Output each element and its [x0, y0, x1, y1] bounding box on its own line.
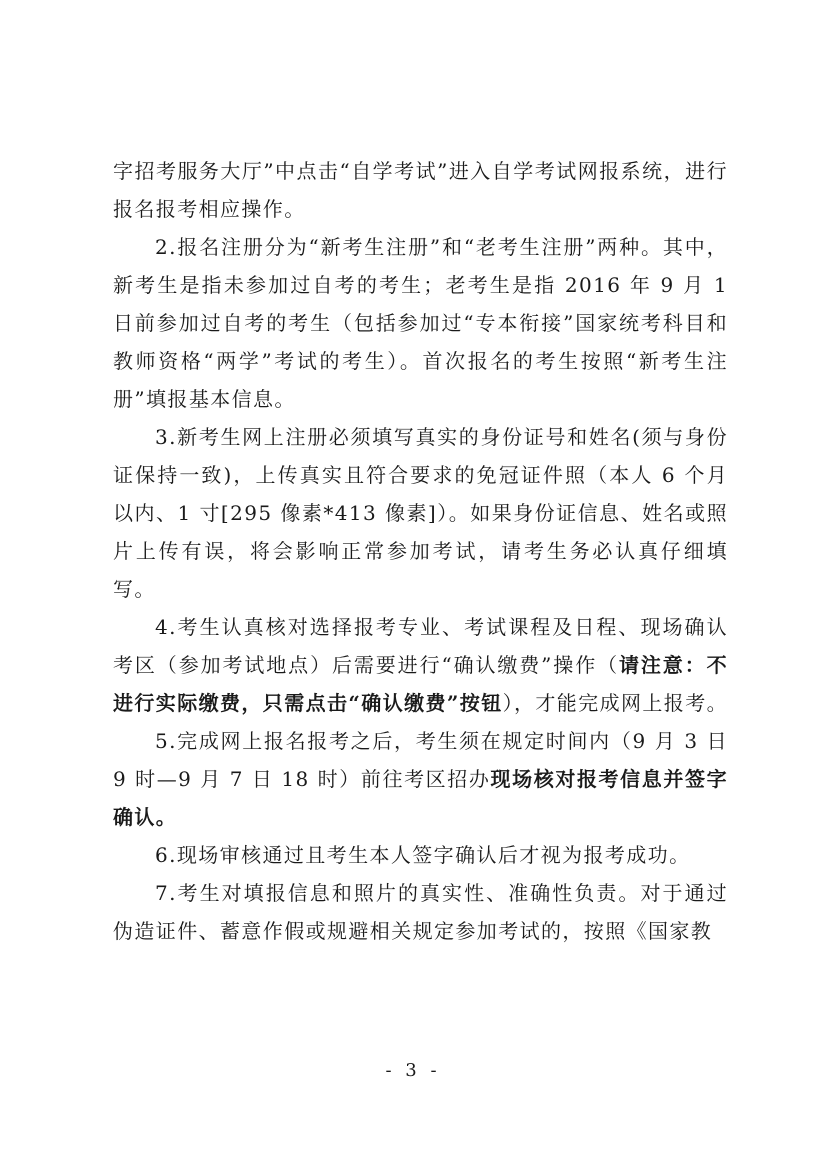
emphasized-text: 现场核对报考信息并签字确认。 [113, 767, 728, 829]
paragraph-text: 字招考服务大厅”中点击“自学考试”进入自学考试网报系统，进行报名报考相应操作。 [113, 159, 728, 221]
document-body [113, 152, 728, 950]
paragraph-text: ），才能完成网上报考。 [502, 691, 729, 715]
paragraph [113, 608, 728, 722]
paragraph-text: 5.完成网上报名报考之后，考生须在规定时间内（9 月 3 日 9 时—9 月 7 日 18 时）前往考区招办 [113, 729, 728, 791]
paragraph [113, 152, 728, 228]
emphasized-text: 请注意：不进行实际缴费，只需点击“确认缴费”按钮 [113, 653, 728, 715]
page-number: - 3 - [385, 1060, 441, 1081]
paragraph [113, 722, 728, 836]
paragraph [113, 874, 728, 950]
paragraph-text: 7.考生对填报信息和照片的真实性、准确性负责。对于通过伪造证件、蓄意作假或规避相关规定参加考试的，按照《国家教 [113, 881, 728, 943]
paragraph-text: 3.新考生网上注册必须填写真实的身份证号和姓名(须与身份证保持一致)，上传真实且符合要求的免冠证件照（本人 6 个月以内、1 寸[295 像素*413 像素]）。如果身份证信息、姓名或照片上传有误，将会影响正常参加考试，请考生务必认真仔细填写。 [113, 425, 728, 601]
paragraph-text: 2.报名注册分为“新考生注册”和“老考生注册”两种。其中，新考生是指未参加过自考的考生；老考生是指 2016 年 9 月 1 日前参加过自考的考生（包括参加过“专本衔接”国家统考科目和教师资格“两学”考试的考生）。首次报名的考生按照“新考生注册”填报基本信息。 [113, 235, 728, 411]
paragraph-text: 6.现场审核通过且考生本人签字确认后才视为报考成功。 [155, 843, 691, 867]
paragraph-text: 4.考生认真核对选择报考专业、考试课程及日程、现场确认考区（参加考试地点）后需要进行“确认缴费”操作（ [113, 615, 728, 677]
paragraph [113, 418, 728, 608]
paragraph [113, 836, 728, 874]
paragraph [113, 228, 728, 418]
